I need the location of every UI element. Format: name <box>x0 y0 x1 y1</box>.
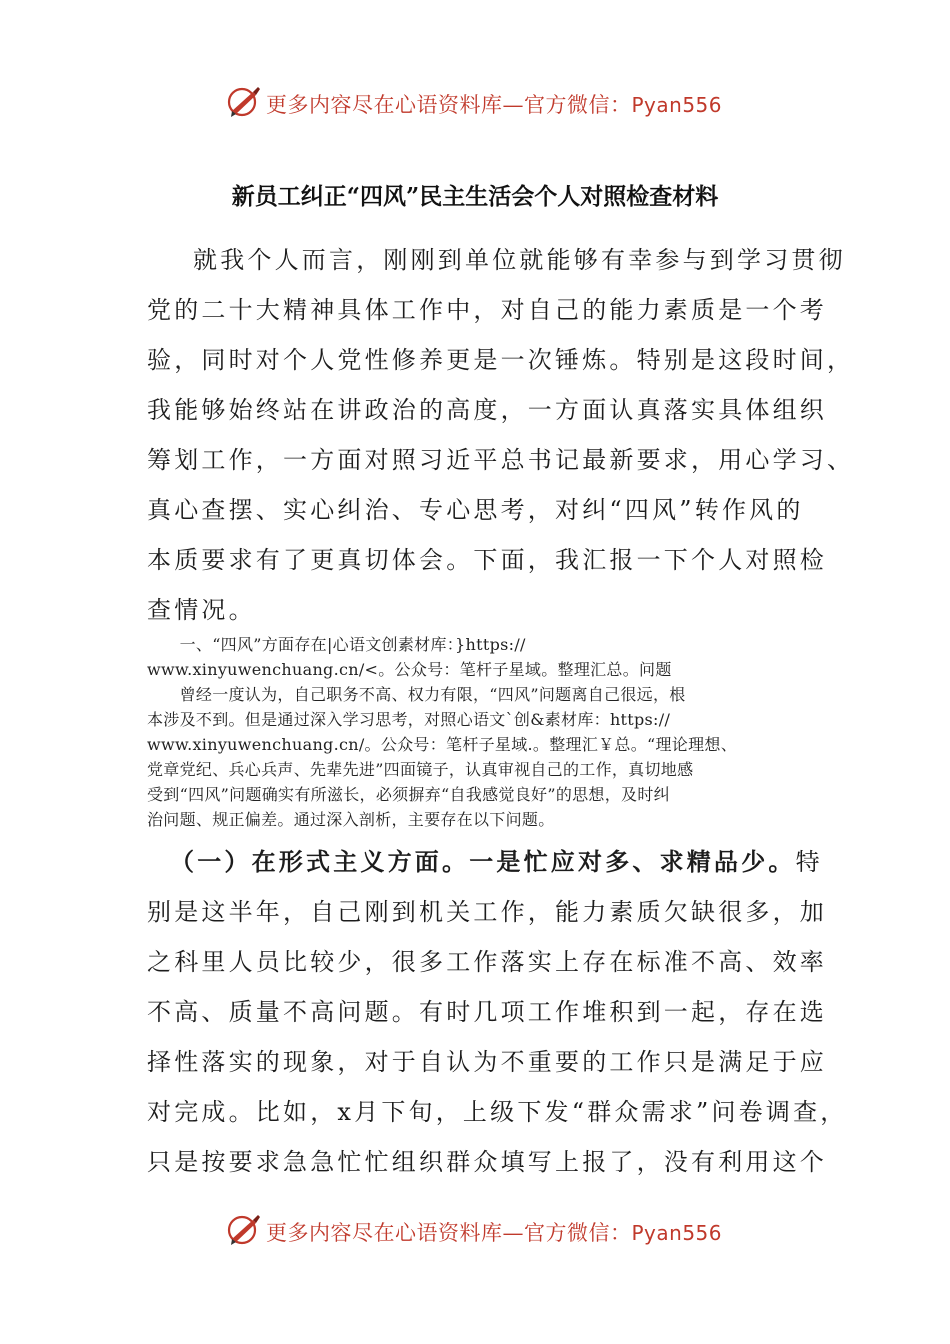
paragraph-line: 验，同时对个人党性修养更是一次锤炼。特别是这段时间， <box>147 346 855 374</box>
small-text-line: 曾经一度认为，自己职务不高、权力有限，“四风”问题离自己很远，根 <box>147 685 686 704</box>
pen-logo-icon <box>226 1212 262 1248</box>
watermark-text: 更多内容尽在心语资料库—官方微信：Pyan556 <box>266 93 723 117</box>
small-text-line: www.xinyuwenchuang.cn/。公众号：笔杆子星域.。整理汇￥总。“理论理想、 <box>147 735 737 754</box>
pen-logo-icon <box>226 84 262 120</box>
paragraph-line: 党的二十大精神具体工作中，对自己的能力素质是一个考 <box>147 296 827 324</box>
document-title: 新员工纠正“四风”民主生活会个人对照检查材料 <box>231 183 719 210</box>
footer-watermark-banner <box>0 1208 950 1252</box>
paragraph-line: 就我个人而言，刚刚到单位就能够有幸参与到学习贯彻 <box>193 246 846 274</box>
small-text-line: 一、“四风”方面存在|心语文创素材库：}https:// <box>147 635 526 654</box>
section-heading: （一）在形式主义方面。一是忙应对多、求精品少。特 <box>170 847 823 876</box>
header-watermark-banner <box>0 80 950 124</box>
paragraph-line: 不高、质量不高问题。有时几项工作堆积到一起，存在选 <box>147 998 827 1026</box>
small-text-line: 治问题、规正偏差。通过深入剖析，主要存在以下问题。 <box>147 810 555 829</box>
small-text-line: www.xinyuwenchuang.cn/<。公众号：笔杆子星域。整理汇总。问题 <box>147 660 672 679</box>
paragraph-line: 本质要求有了更真切体会。下面，我汇报一下个人对照检 <box>147 546 827 574</box>
watermark-text: 更多内容尽在心语资料库—官方微信：Pyan556 <box>266 1221 723 1245</box>
paragraph-line: 对完成。比如，x月下旬，上级下发“群众需求”问卷调查， <box>147 1098 848 1126</box>
paragraph-line: 择性落实的现象，对于自认为不重要的工作只是满足于应 <box>147 1048 827 1076</box>
paragraph-line: 我能够始终站在讲政治的高度，一方面认真落实具体组织 <box>147 396 827 424</box>
paragraph-line: 只是按要求急急忙忙组织群众填写上报了，没有利用这个 <box>147 1148 827 1176</box>
small-text-line: 党章党纪、兵心兵声、先辈先进”四面镜子，认真审视自己的工作，真切地感 <box>147 760 694 779</box>
small-text-line: 受到“四风”问题确实有所滋长，必须摒弃“自我感觉良好”的思想，及时纠 <box>147 785 670 804</box>
small-text-line: 本涉及不到。但是通过深入学习思考，对照心语文`创&素材库：https:// <box>147 710 671 729</box>
paragraph-line: 别是这半年，自己刚到机关工作，能力素质欠缺很多，加 <box>147 898 827 926</box>
paragraph-line: 真心查摆、实心纠治、专心思考，对纠“四风”转作风的 <box>147 496 804 524</box>
paragraph-line: 之科里人员比较少，很多工作落实上存在标准不高、效率 <box>147 948 827 976</box>
paragraph-line: 筹划工作，一方面对照习近平总书记最新要求，用心学习、 <box>147 446 855 474</box>
paragraph-line: 查情况。 <box>147 596 256 624</box>
